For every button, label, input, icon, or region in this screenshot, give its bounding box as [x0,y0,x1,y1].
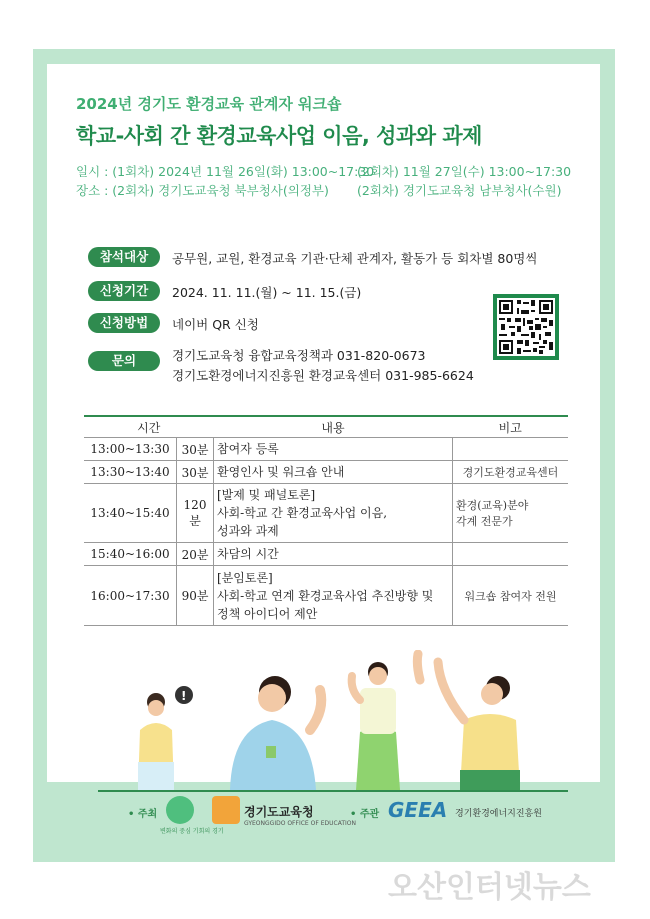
contact-value-2: 경기도환경에너지진흥원 환경교육센터 031-985-6624 [172,368,474,383]
row-content-line: 사회-학교 간 환경교육사업 이음, [217,506,388,520]
organizer-label: • 주관 [350,809,380,820]
attendees-label: 참석대상 [88,247,160,267]
qr-code[interactable] [493,294,559,360]
method-label: 신청방법 [88,313,160,333]
row-content-line: 사회-학교 연계 환경교육사업 추진방향 및 [217,588,434,603]
contact-label: 문의 [88,351,160,371]
place-line-1: 장소 : (2회차) 경기도교육청 북부청사(의정부) [76,183,329,198]
person-illustration-4 [417,654,520,790]
table-row [84,484,568,543]
row-content: 환영인사 및 워크숍 안내 [214,461,453,484]
table-row [84,543,568,566]
attendees-value: 공무원, 교원, 환경교육 기관·단체 관계자, 활동가 등 회차별 80명씩 [172,251,538,266]
host-label: • 주최 [128,809,158,820]
row-content [214,566,453,626]
contact-value-1: 경기도교육청 융합교육정책과 031-820-0673 [172,348,426,363]
header-content: 내용 [214,416,453,438]
row-time: 13:30~13:40 [84,461,177,484]
period-value: 2024. 11. 11.(월) ~ 11. 15.(금) [172,285,362,300]
row-content-line: [분임토론] [217,570,273,585]
row-note: 워크숍 참여자 전원 [453,566,569,626]
table-row [84,566,568,626]
row-note [453,543,569,566]
date-line-2: (2회차) 11월 27일(수) 13:00~17:30 [357,164,572,179]
place-line-2: (2회차) 경기도교육청 남부청사(수원) [357,183,562,198]
watermark: 오산인터넷뉴스 [388,870,591,905]
row-duration: 30분 [177,438,214,461]
host-badge: 변화의 중심 기회의 경기 [160,828,224,835]
table-row [84,438,568,461]
schedule-table [84,415,568,626]
row-duration: 120분 [177,484,214,543]
method-value: 네이버 QR 신청 [172,317,259,332]
row-duration: 90분 [177,566,214,626]
date-line-1: 일시 : (1회차) 2024년 11월 26일(화) 13:00~17:30 [76,164,375,179]
host-name-en: GYEONGGIDO OFFICE OF EDUCATION [244,820,356,827]
person-illustration-1 [138,686,193,790]
row-duration: 30분 [177,461,214,484]
header-note: 비고 [453,416,569,438]
row-content-line: 성과와 과제 [217,524,279,538]
footer-divider [98,790,568,792]
row-time: 15:40~16:00 [84,543,177,566]
table-row [84,461,568,484]
host-name: 경기도교육청 [244,805,314,819]
person-illustration-2 [230,676,321,790]
row-time: 13:40~15:40 [84,484,177,543]
person-illustration-3 [352,662,400,790]
row-note: 환경(교육)분야 각계 전문가 [453,484,569,543]
row-duration: 20분 [177,543,214,566]
row-note: 경기도환경교육센터 [453,461,569,484]
organizer-name: 경기환경에너지진흥원 [455,809,542,819]
header-time: 시간 [84,416,214,438]
schedule-header-row [84,416,568,438]
people-illustration [120,650,540,790]
row-note [453,438,569,461]
gyeonggi-logo [166,796,194,824]
row-content-line: [발제 및 패널토론] [217,488,316,502]
row-content: 차담의 시간 [214,543,453,566]
poster-title: 학교-사회 간 환경교육사업 이음, 성과와 과제 [76,124,482,148]
row-content [214,484,453,543]
geea-logo: GEEA [388,798,448,822]
poster-subtitle: 2024년 경기도 환경교육 관계자 워크숍 [76,95,342,113]
row-time: 13:00~13:30 [84,438,177,461]
row-time: 16:00~17:30 [84,566,177,626]
education-office-logo [212,796,240,824]
svg-text:!: ! [181,689,187,703]
row-content-line: 정책 아이디어 제안 [217,606,318,621]
row-content: 참여자 등록 [214,438,453,461]
period-label: 신청기간 [88,281,160,301]
